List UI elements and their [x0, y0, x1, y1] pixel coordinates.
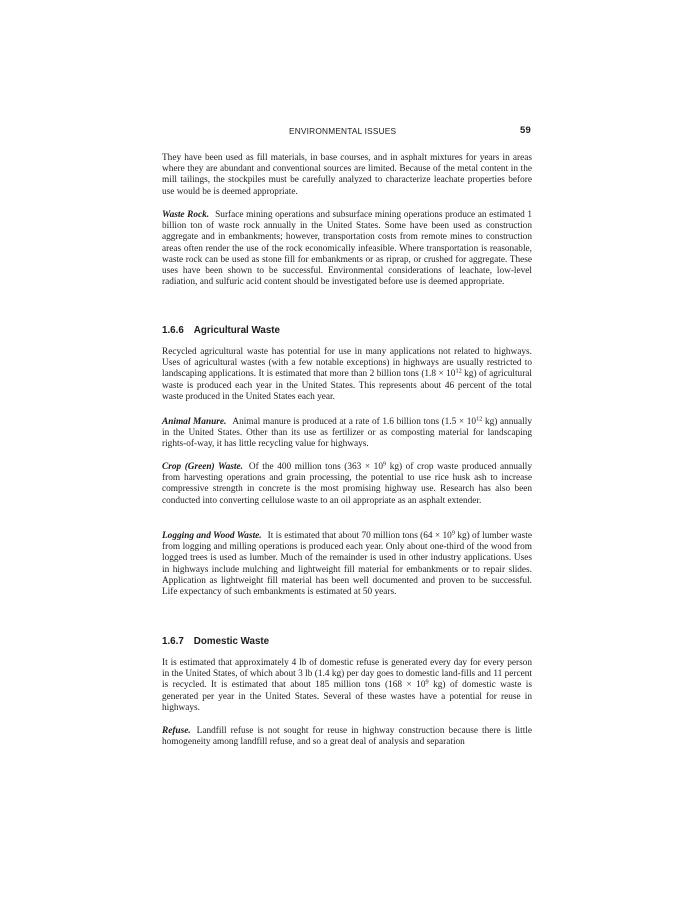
paragraph-text: They have been used as fill materials, in base courses, and in asphalt mixtures for years in areas where they are abundant and conventional sources are limited. Because of the metal content in the mill tailings, the stockpiles must be carefully analyzed to characterize leachate properties before use would be is deemed appropriate. [162, 153, 532, 197]
section-number: 1.6.7 [162, 636, 184, 647]
paragraph-crop-waste [162, 462, 532, 507]
run-in-head-refuse: Refuse. [162, 726, 191, 736]
paragraph-refuse [162, 726, 532, 748]
run-in-head-crop-waste: Crop (Green) Waste. [162, 462, 243, 472]
paragraph-text: Surface mining operations and subsurface mining operations produce an estimated 1 billion ton of waste rock annually in the United States. Some have been used as construction aggregate and in embankments; however, transportation costs from remote mines to construction areas often render the use of the rock economically infeasible. Where transportation is reasonable, waste rock can be used as stone fill for embankments or as riprap, or crushed for aggregate. These uses have been shown to be successful. Environmental considerations of leachate, low-level radiation, and sulfuric acid content should be investigated before use is deemed appropriate. [162, 210, 532, 288]
exponent: 9 [382, 460, 387, 468]
paragraph-animal-manure [162, 417, 532, 451]
exponent: 9 [451, 529, 455, 537]
section-title: Agricultural Waste [193, 325, 280, 336]
paragraph-logging-wood-waste [162, 531, 532, 598]
paragraph-text: kg) of crop waste produced annually from harvesting operations and grain processing, the potential to use rice husk ash to increase compressive strength in concrete is the most promising highway use. Research has also been conducted into converting cellulose waste to an oil appropriate as an asphalt extender. [162, 462, 533, 506]
exponent: 12 [476, 415, 483, 423]
paragraph-text: Animal manure is produced at a rate of 1.6 billion tons (1.5 × 10 [232, 417, 477, 427]
paragraph-text: It is estimated that approximately 4 lb of domestic refuse is generated every day for every person in the United States, of which about 3 lb (1.4 kg) per day goes to domestic land-fills and 11 percent is recycled. It is estimated that about 185 million tons (168 × 10 [162, 658, 532, 691]
section-heading-domestic-waste [162, 636, 269, 647]
paragraph-text: Landfill refuse is not sought for reuse in highway construction because there is little homogeneity among landfill refuse, and so a great deal of analysis and separation [162, 726, 532, 748]
page-number: 59 [520, 125, 531, 136]
paragraph-mill-tailings [162, 153, 532, 198]
paragraph-text: Recycled agricultural waste has potential for use in many applications not related to highways. Uses of agricultural wastes (with a few notable exceptions) in highways are usually restricted to landscaping applications. It is estimated that more than 2 billion tons (1.8 × 10 [162, 347, 532, 380]
paragraph-text: Of the 400 million tons (363 × 10 [248, 462, 383, 472]
run-in-head-waste-rock: Waste Rock. [162, 210, 210, 220]
exponent: 9 [425, 678, 429, 686]
paragraph-text: kg) of domestic waste is generated per year in the United States. Several of these wastes have a potential for reuse in highways. [162, 680, 532, 713]
paragraph-text: It is estimated that about 70 million tons (64 × 10 [267, 531, 452, 541]
paragraph-text: kg) of lumber waste from logging and milling operations is produced each year. Only about one-third of the wood from logged trees is used as lumber. Much of the remainder is used in other industry applications. Uses in highways include mulching and lightweight fill material for embankments or to repair slides. Application as lightweight fill material has been well documented and proven to be successful. Life expectancy of such embankments is estimated at 50 years. [162, 531, 533, 598]
paragraph-domestic-intro [162, 658, 532, 714]
run-in-head-logging-wood-waste: Logging and Wood Waste. [162, 531, 262, 541]
paragraph-text: kg) of agricultural waste is produced each year in the United States. This represents about 46 percent of the total waste produced in the United States each year. [162, 369, 532, 402]
section-heading-agricultural-waste [162, 325, 280, 336]
section-title: Domestic Waste [193, 636, 270, 647]
exponent: 12 [455, 367, 462, 375]
run-in-head-animal-manure: Animal Manure. [162, 417, 227, 427]
paragraph-agricultural-intro [162, 347, 532, 403]
running-head-title: ENVIRONMENTAL ISSUES [289, 126, 397, 136]
paragraph-waste-rock [162, 210, 532, 288]
paragraph-text: kg) annually in the United States. Other than its use as fertilizer or as composting material for landscaping rights-of-way, it has little recycling value for highways. [162, 417, 532, 450]
section-number: 1.6.6 [162, 325, 184, 336]
